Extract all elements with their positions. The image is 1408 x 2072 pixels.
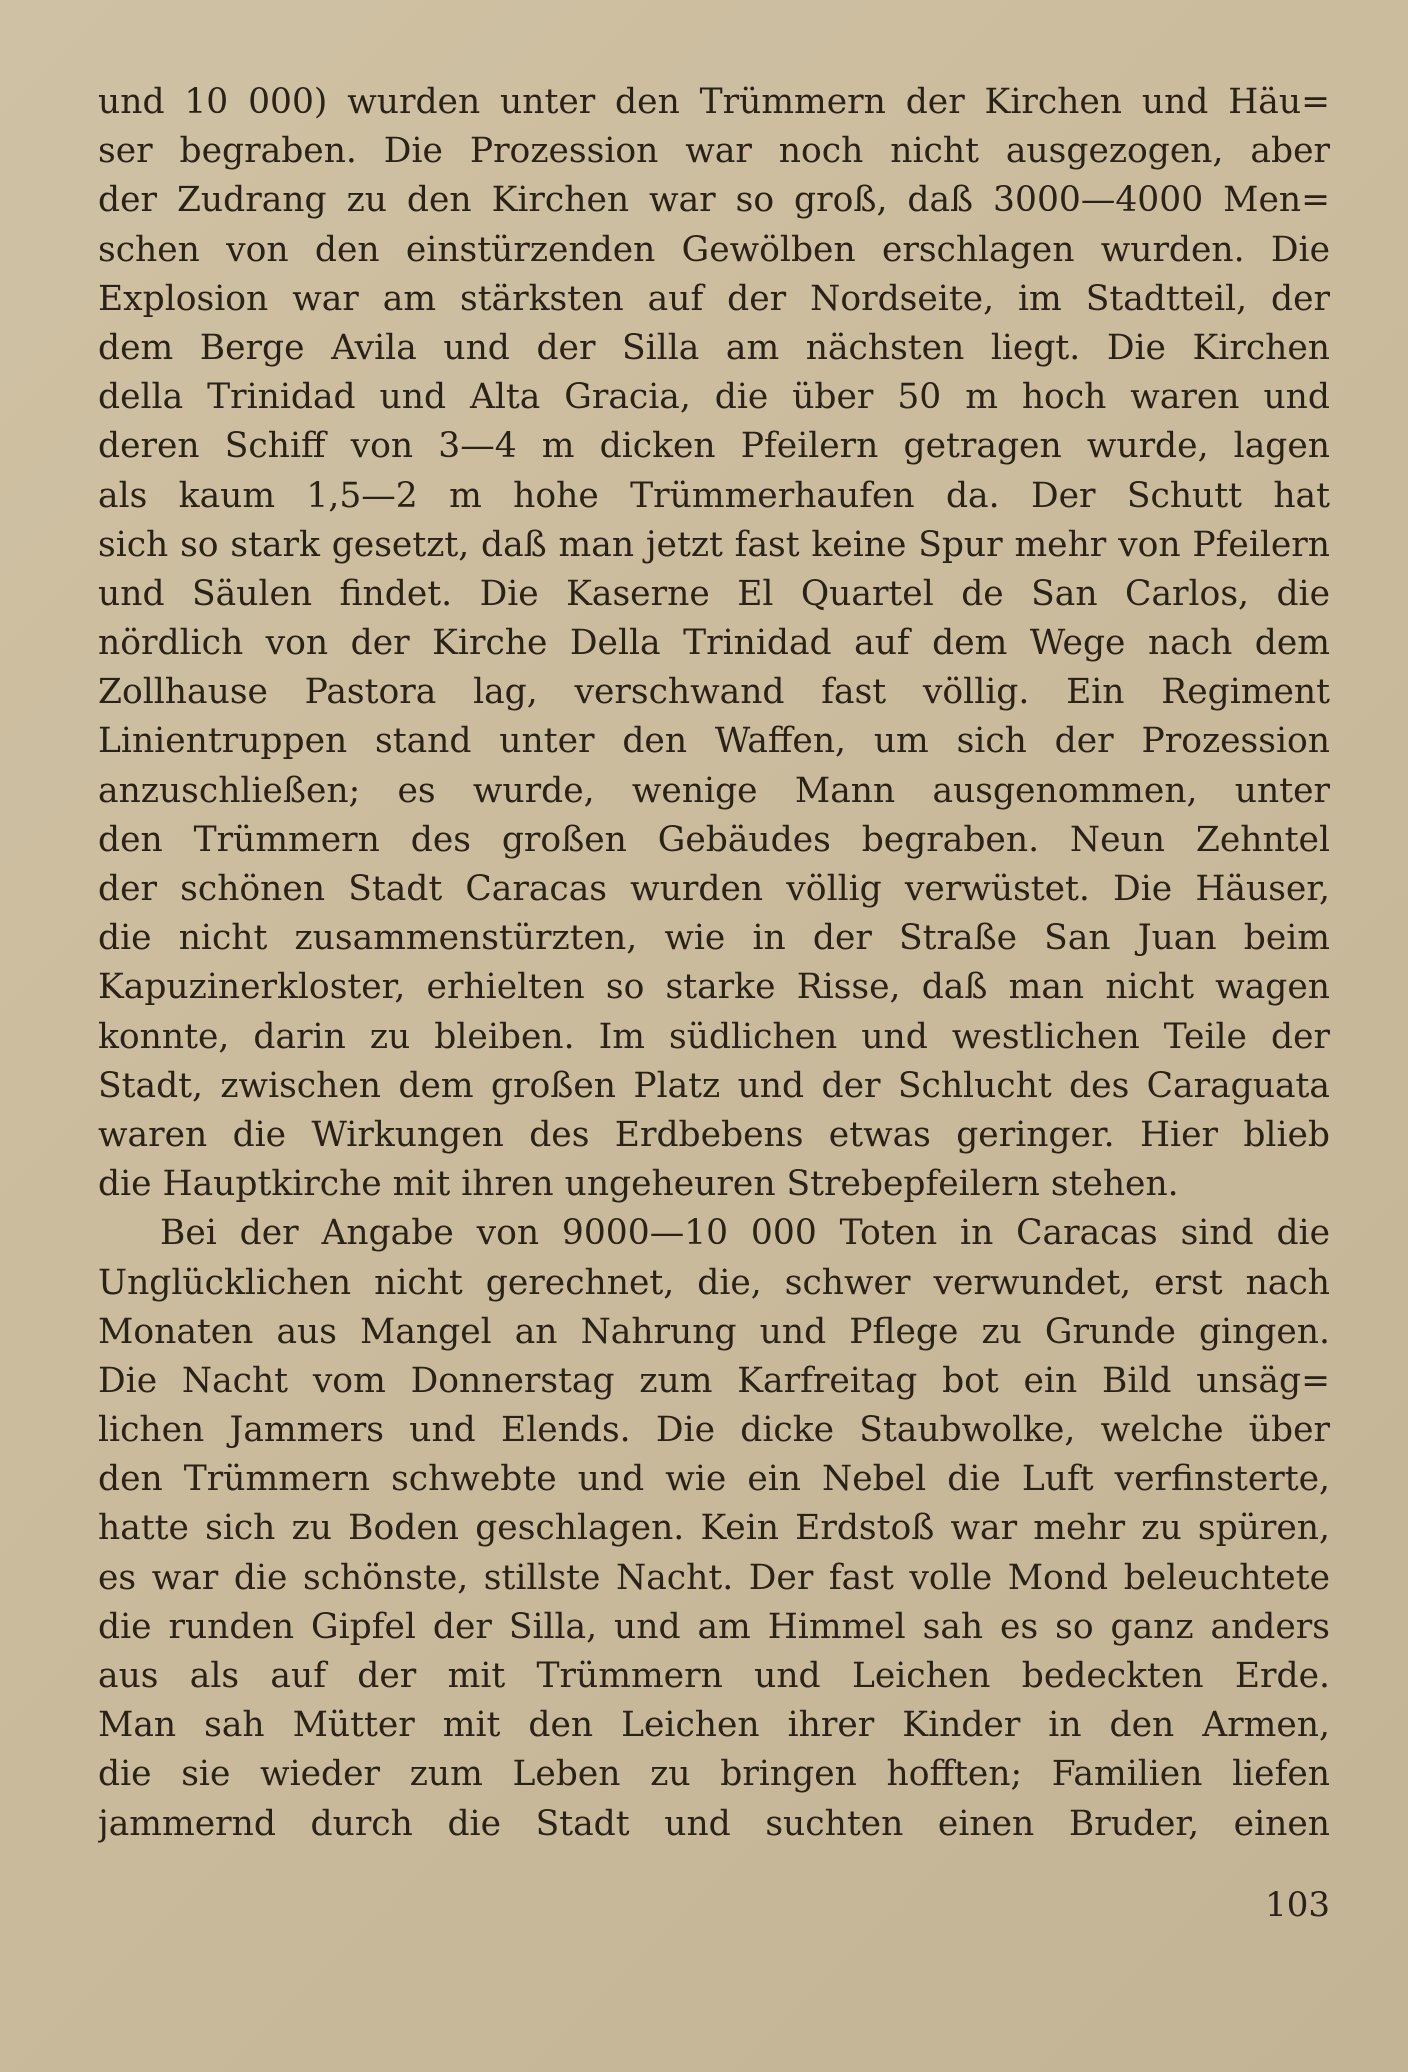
text-line: anzuschließen; es wurde, wenige Mann ausgenommen, unter [98, 770, 1330, 811]
text-line: hatte sich zu Boden geschlagen. Kein Erdstoß war mehr zu spüren, [98, 1508, 1330, 1549]
text-line: jammernd durch die Stadt und suchten einen Bruder, einen [98, 1803, 1330, 1844]
text-line: Stadt, zwischen dem großen Platz und der Schlucht des Caraguata [98, 1065, 1330, 1106]
text-line: aus als auf der mit Trümmern und Leichen bedeckten Erde. [98, 1656, 1330, 1696]
body-text [98, 78, 1330, 1849]
text-line: waren die Wirkungen des Erdbebens etwas geringer. Hier blieb [98, 1114, 1330, 1155]
text-line: und Säulen findet. Die Kaserne El Quartel de San Carlos, die [98, 573, 1330, 614]
page-number: 103 [1265, 1885, 1330, 1925]
text-line: dem Berge Avila und der Silla am nächsten liegt. Die Kirchen [98, 327, 1330, 368]
text-line: Kapuzinerkloster, erhielten so starke Risse, daß man nicht wagen [98, 967, 1330, 1008]
text-line: Unglücklichen nicht gerechnet, die, schwer verwundet, erst nach [98, 1262, 1330, 1303]
text-line: der Zudrang zu den Kirchen war so groß, daß 3000—4000 Men= [98, 180, 1330, 221]
text-line: und 10 000) wurden unter den Trümmern der Kirchen und Häu= [98, 82, 1330, 122]
text-line: Man sah Mütter mit den Leichen ihrer Kinder in den Armen, [98, 1705, 1330, 1746]
text-line: Monaten aus Mangel an Nahrung und Pflege zu Grunde gingen. [98, 1311, 1330, 1352]
text-line: Explosion war am stärksten auf der Nordseite, im Stadtteil, der [98, 278, 1330, 319]
text-line: della Trinidad und Alta Gracia, die über 50 m hoch waren und [98, 377, 1330, 418]
text-line: die runden Gipfel der Silla, und am Himmel sah es so ganz anders [98, 1606, 1330, 1647]
text-line: lichen Jammers und Elends. Die dicke Staubwolke, welche über [98, 1410, 1330, 1451]
paragraph-start-line: Bei der Angabe von 9000—10 000 Toten in Caracas sind die [160, 1213, 1330, 1254]
text-line: der schönen Stadt Caracas wurden völlig verwüstet. Die Häuser, [98, 869, 1330, 909]
paragraph-end-line: die Hauptkirche mit ihren ungeheuren Strebepfeilern stehen. [98, 1164, 1179, 1205]
text-line: Linientruppen stand unter den Waffen, um sich der Prozession [98, 721, 1330, 762]
text-line: als kaum 1,5—2 m hohe Trümmerhaufen da. Der Schutt hat [98, 475, 1330, 516]
text-line: den Trümmern des großen Gebäudes begraben. Neun Zehntel [98, 819, 1330, 860]
text-line: die sie wieder zum Leben zu bringen hofften; Familien liefen [98, 1754, 1330, 1795]
text-line: Die Nacht vom Donnerstag zum Karfreitag bot ein Bild unsäg= [98, 1360, 1330, 1401]
text-line: konnte, darin zu bleiben. Im südlichen und westlichen Teile der [98, 1016, 1330, 1057]
text-line: die nicht zusammenstürzten, wie in der Straße San Juan beim [98, 918, 1330, 959]
text-line: es war die schönste, stillste Nacht. Der fast volle Mond beleuchtete [98, 1557, 1330, 1598]
text-line: schen von den einstürzenden Gewölben erschlagen wurden. Die [98, 229, 1330, 270]
text-line: nördlich von der Kirche Della Trinidad auf dem Wege nach dem [98, 623, 1330, 664]
text-line: den Trümmern schwebte und wie ein Nebel die Luft verfinsterte, [98, 1459, 1330, 1500]
text-line: ser begraben. Die Prozession war noch nicht ausgezogen, aber [98, 131, 1330, 172]
text-line: sich so stark gesetzt, daß man jetzt fast keine Spur mehr von Pfeilern [98, 524, 1330, 565]
text-line: deren Schiff von 3—4 m dicken Pfeilern getragen wurde, lagen [98, 426, 1330, 467]
text-line: Zollhause Pastora lag, verschwand fast völlig. Ein Regiment [98, 672, 1330, 713]
